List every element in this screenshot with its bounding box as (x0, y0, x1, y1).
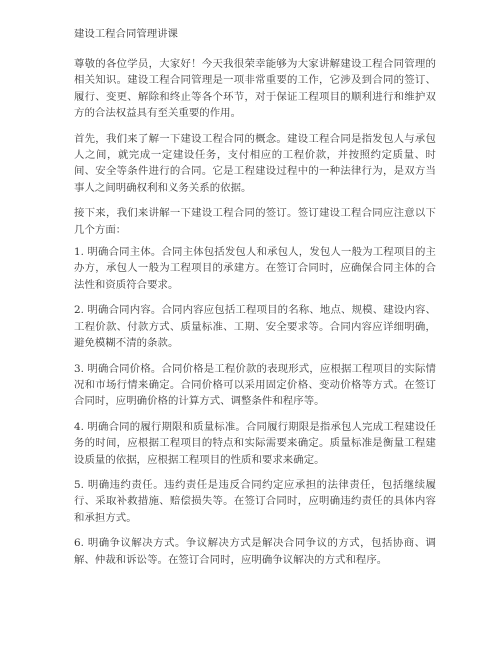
paragraph-intro: 尊敬的各位学员，大家好！今天我很荣幸能够为大家讲解建设工程合同管理的相关知识。建设工程合同管理是一项非常重要的工作，它涉及到合同的签订、履行、变更、解除和终止等各个环节，对于保证工程项目的顺利进行和维护双方的合法权益具有至关重要的作用。 (74, 58, 436, 120)
list-item-contract-price: 3. 明确合同价格。合同价格是工程价款的表现形式，应根据工程项目的实际情况和市场行情来确定。合同价格可以采用固定价格、变动价格等方式。在签订合同时，应明确价格的计算方式、调整条件和程序等。 (74, 362, 436, 408)
document-title: 建设工程合同管理讲课 (74, 28, 178, 40)
list-item-term-and-quality: 4. 明确合同的履行期限和质量标准。合同履行期限是指承包人完成工程建设任务的时间，应根据工程项目的特点和实际需要来确定。质量标准是衡量工程建设质量的依据，应根据工程项目的性质和要求来确定。 (74, 420, 436, 466)
paragraph-signing-intro: 接下来，我们来讲解一下建设工程合同的签订。签订建设工程合同应注意以下几个方面： (74, 207, 436, 236)
paragraph-concept: 首先，我们来了解一下建设工程合同的概念。建设工程合同是指发包人与承包人之间，就完成一定建设任务，支付相应的工程价款，并按照约定质量、时间、安全等条件进行的合同。它是工程建设过程中的一种法律行为，是双方当事人之间明确权利和义务关系的依据。 (74, 132, 436, 194)
document-page (74, 26, 436, 577)
list-item-contract-content: 2. 明确合同内容。合同内容应包括工程项目的名称、地点、规模、建设内容、工程价款、付款方式、质量标准、工期、安全要求等。合同内容应详细明确，避免模糊不清的条款。 (74, 304, 436, 350)
list-item-contract-parties: 1. 明确合同主体。合同主体包括发包人和承包人，发包人一般为工程项目的主办方，承包人一般为工程项目的承建方。在签订合同时，应确保合同主体的合法性和资质符合要求。 (74, 246, 436, 291)
list-item-breach-liability: 5. 明确违约责任。违约责任是违反合同约定应承担的法律责任，包括继续履行、采取补救措施、赔偿损失等。在签订合同时，应明确违约责任的具体内容和承担方式。 (74, 478, 436, 524)
list-item-dispute-resolution: 6. 明确争议解决方式。争议解决方式是解决合同争议的方式，包括协商、调解、仲裁和诉讼等。在签订合同时，应明确争议解决的方式和程序。 (74, 537, 436, 566)
